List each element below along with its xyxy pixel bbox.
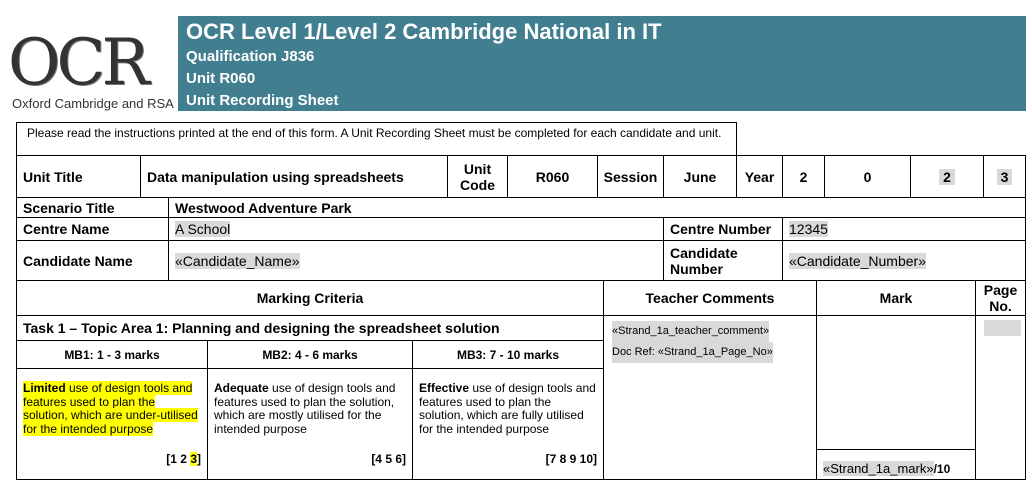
year-digit-value: 2 bbox=[939, 169, 955, 185]
scenario-label: Scenario Title bbox=[16, 197, 169, 218]
centre-name-field[interactable] bbox=[168, 217, 664, 241]
header-banner bbox=[178, 16, 1026, 111]
mark-total: /10 bbox=[933, 461, 951, 476]
instructions: Please read the instructions printed at the end of this form. A Unit Recording Sheet must be completed for each candidate and unit. bbox=[16, 122, 737, 156]
centre-name: A School bbox=[175, 221, 231, 237]
year-digit-value: 3 bbox=[997, 169, 1013, 185]
year-digit[interactable]: 2 bbox=[782, 155, 825, 198]
mark-header: Mark bbox=[816, 280, 976, 316]
candidate-number-label: Candidate Number bbox=[663, 240, 783, 281]
task-title: Task 1 – Topic Area 1: Planning and designing the spreadsheet solution bbox=[16, 315, 604, 341]
unit-code: R060 bbox=[507, 155, 598, 198]
unit: Unit R060 bbox=[186, 70, 256, 87]
candidate-number: «Candidate_Number» bbox=[789, 252, 926, 269]
marking-criteria-header: Marking Criteria bbox=[16, 280, 604, 316]
unit-title: Data manipulation using spreadsheets bbox=[140, 155, 448, 198]
page-no-value bbox=[984, 320, 1021, 336]
candidate-name: «Candidate_Name» bbox=[175, 252, 300, 269]
selected-mark: 3 bbox=[190, 452, 197, 466]
band-cell-mb3[interactable] bbox=[412, 368, 604, 480]
band-head: MB3: 7 - 10 marks bbox=[412, 340, 604, 369]
band-text: use of design tools and features used to plan the solution, which are mostly utilised for the intended purpose bbox=[214, 381, 396, 436]
mark-value: «Strand_1a_mark» bbox=[823, 461, 934, 476]
teacher-comment: «Strand_1a_teacher_comment» bbox=[612, 321, 769, 342]
band-text: use of design tools and features used to plan the solution, which are fully utilised for the intended purpose bbox=[419, 381, 596, 436]
year-digit[interactable] bbox=[983, 155, 1026, 198]
candidate-number-field[interactable] bbox=[782, 240, 1026, 281]
qualification: Qualification J836 bbox=[186, 48, 315, 65]
centre-number-field[interactable] bbox=[782, 217, 1026, 241]
teacher-comment-field[interactable] bbox=[603, 315, 817, 480]
candidate-name-label: Candidate Name bbox=[16, 240, 169, 281]
logo-tagline: Oxford Cambridge and RSA bbox=[12, 96, 174, 111]
band-key: Limited bbox=[23, 381, 66, 395]
ocr-logo: OCR bbox=[8, 26, 146, 100]
page-title: OCR Level 1/Level 2 Cambridge National in IT bbox=[186, 19, 662, 44]
centre-name-label: Centre Name bbox=[16, 217, 169, 241]
band-key: Adequate bbox=[214, 381, 269, 395]
doc-ref: Doc Ref: «Strand_1a_Page_No» bbox=[612, 342, 773, 363]
band-cell-mb1[interactable] bbox=[16, 368, 208, 480]
teacher-comments-header: Teacher Comments bbox=[603, 280, 817, 316]
page-no-header: Page No. bbox=[975, 280, 1026, 316]
centre-number: 12345 bbox=[789, 221, 828, 237]
year-digit[interactable] bbox=[910, 155, 984, 198]
band-key: Effective bbox=[419, 381, 470, 395]
year-label: Year bbox=[736, 155, 783, 198]
mark-blank bbox=[816, 315, 976, 450]
unit-code-label: Unit Code bbox=[447, 155, 508, 198]
year-digit[interactable]: 0 bbox=[824, 155, 911, 198]
band-marks-end: ] bbox=[197, 452, 201, 466]
candidate-name-field[interactable] bbox=[168, 240, 664, 281]
session: June bbox=[663, 155, 737, 198]
centre-number-label: Centre Number bbox=[663, 217, 783, 241]
band-marks: [4 5 6] bbox=[371, 452, 406, 466]
band-marks: [1 2 bbox=[166, 452, 191, 466]
unit-title-label: Unit Title bbox=[16, 155, 141, 198]
band-head: MB2: 4 - 6 marks bbox=[207, 340, 413, 369]
band-text: use of design tools and features used to plan the solution, which are under-utilised for the intended purpose bbox=[23, 381, 198, 436]
scenario-title: Westwood Adventure Park bbox=[168, 197, 1026, 218]
sheet-title: Unit Recording Sheet bbox=[186, 92, 339, 109]
page-no-field[interactable] bbox=[975, 315, 1026, 480]
session-label: Session bbox=[597, 155, 664, 198]
band-cell-mb2[interactable] bbox=[207, 368, 413, 480]
mark-field[interactable] bbox=[816, 449, 976, 480]
band-marks: [7 8 9 10] bbox=[545, 452, 597, 466]
band-head: MB1: 1 - 3 marks bbox=[16, 340, 208, 369]
